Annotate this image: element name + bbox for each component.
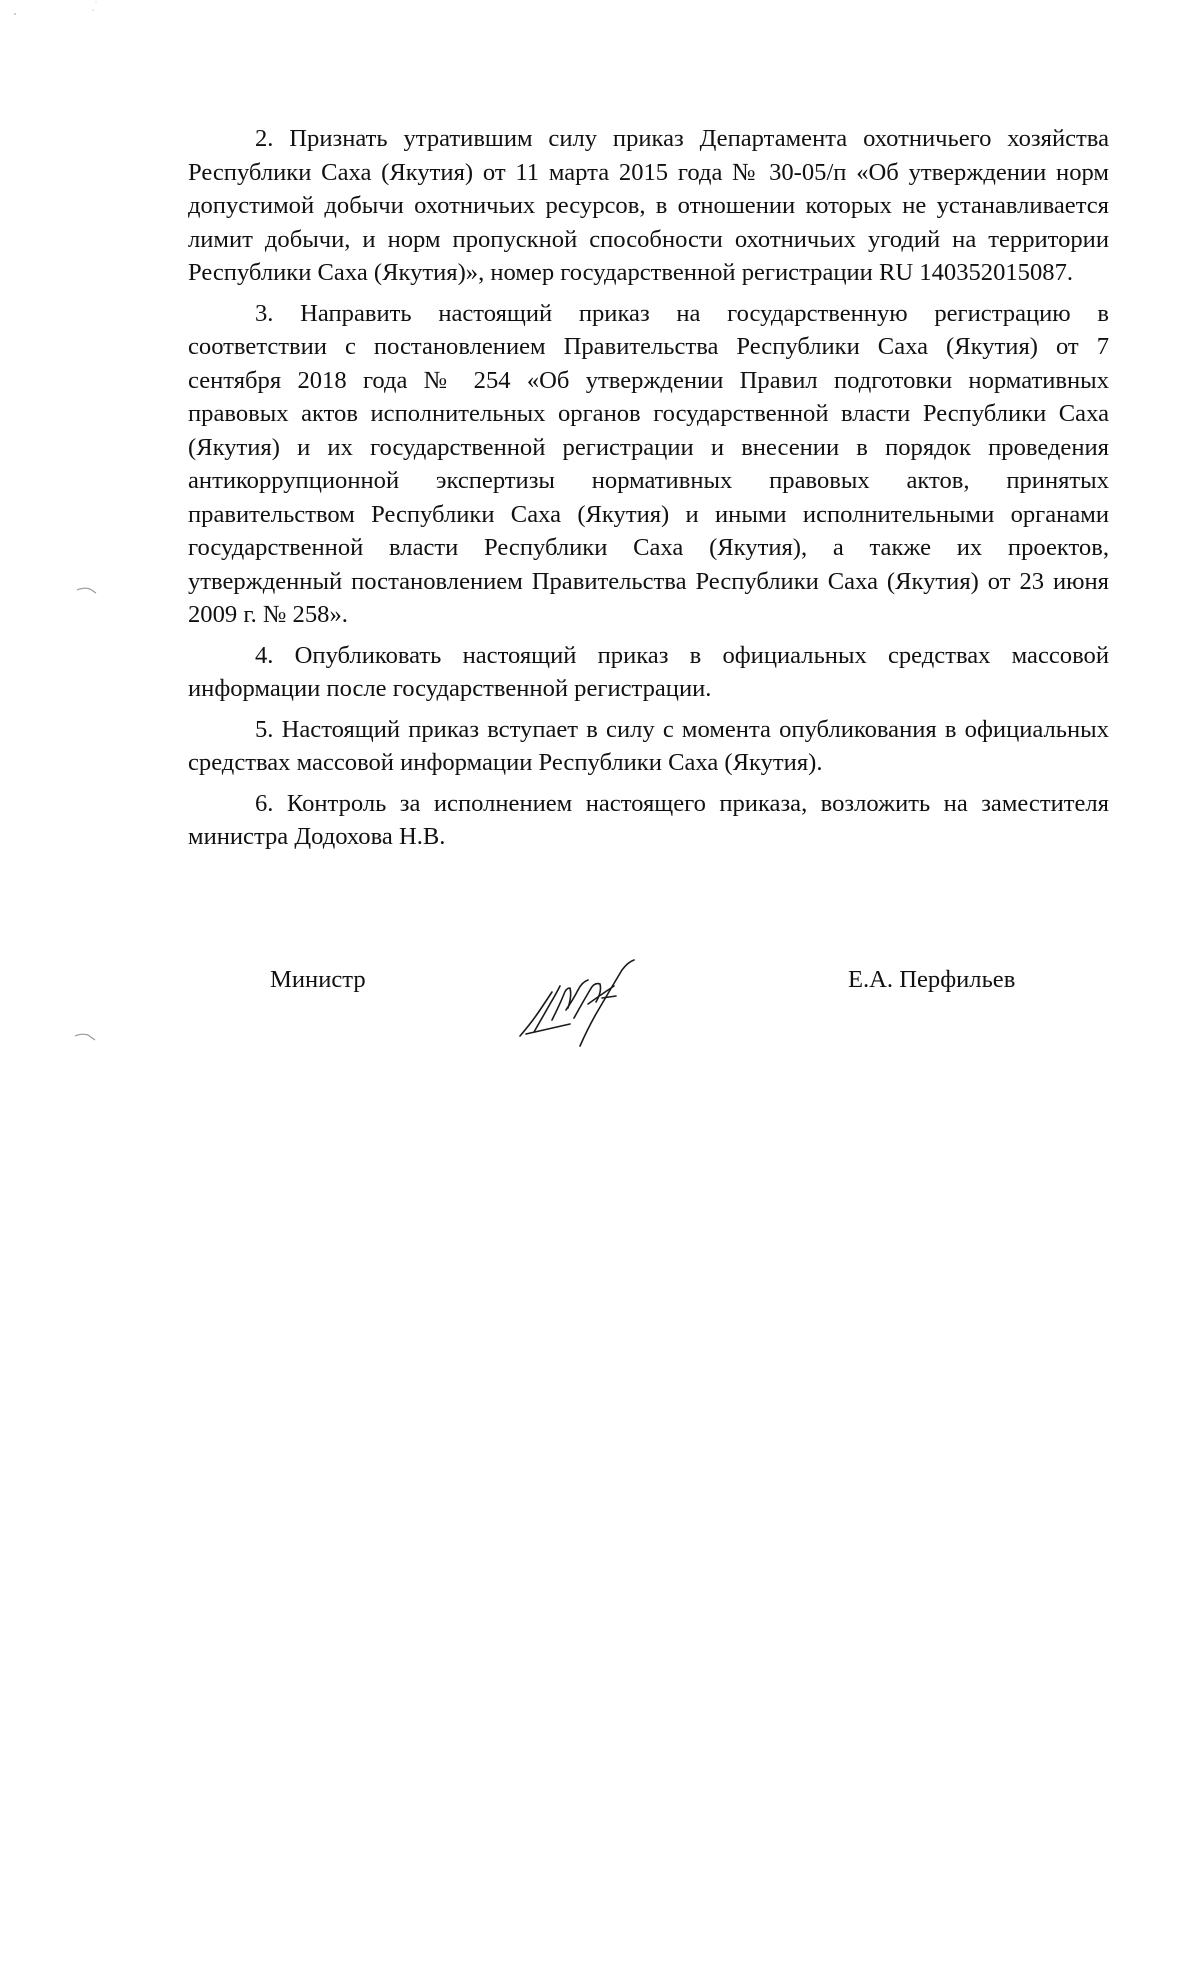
scan-speck-icon (74, 584, 104, 598)
scan-speck-icon (0, 0, 140, 40)
paragraph-4: 4. Опубликовать настоящий приказ в официальных средствах массовой информации после государственной регистрации. (188, 641, 1109, 702)
paragraph-5: 5. Настоящий приказ вступает в силу с момента опубликования в официальных средствах массовой информации Республики Саха (Якутия). (188, 715, 1109, 776)
signatory-position: Министр (270, 966, 366, 993)
signature-block (0, 958, 1200, 1078)
paragraph-6: 6. Контроль за исполнением настоящего приказа, возложить на заместителя министра Додохова Н.В. (188, 789, 1109, 850)
handwritten-signature-icon (518, 958, 648, 1048)
paragraph-3: 3. Направить настоящий приказ на государственную регистрацию в соответствии с постановлением Правительства Республики Саха (Якутия) от 7 сентября 2018 года № 254 «Об утверждении Правил подготовки нормативных правовых актов исполнительных органов государственной власти Республики Саха (Якутия) и их государственной регистрации и внесении в порядок проведения антикоррупционной экспертизы нормативных правовых актов, принятых правительством Республики Саха (Якутия) и иными исполнительными органами государственной власти Республики Саха (Якутия), а также их проектов, утвержденный постановлением Правительства Республики Саха (Якутия) от 23 июня 2009 г. № 258». (188, 299, 1109, 628)
order-body (188, 122, 1109, 861)
paragraph-2: 2. Признать утратившим силу приказ Департамента охотничьего хозяйства Республики Саха (Якутия) от 11 марта 2015 года № 30-05/п «Об утверждении норм допустимой добычи охотничьих ресурсов, в отношении которых не устанавливается лимит добычи, и норм пропускной способности охотничьих угодий на территории Республики Саха (Якутия)», номер государственной регистрации RU 140352015087. (188, 125, 1109, 286)
signatory-name: Е.А. Перфильев (848, 966, 1016, 993)
